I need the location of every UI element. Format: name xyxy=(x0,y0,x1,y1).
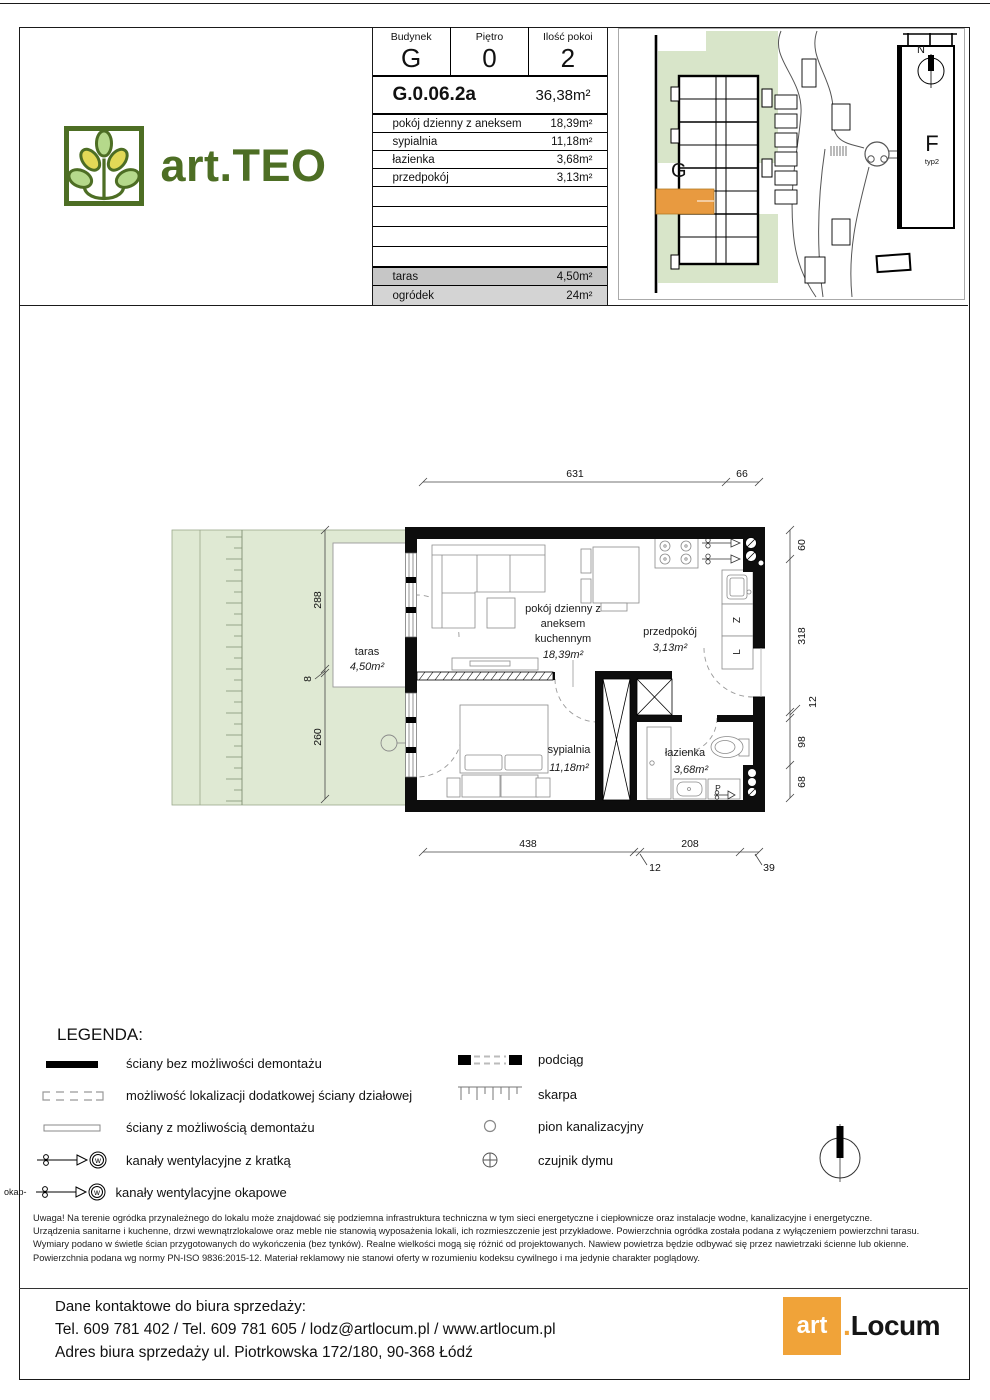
legend-label: pion kanalizacyjny xyxy=(538,1118,644,1134)
unit-spec-table xyxy=(373,27,608,305)
room-name: przedpokój xyxy=(392,171,449,184)
spec-roomcount-value: 2 xyxy=(560,43,576,73)
spec-building-label: Budynek xyxy=(390,31,432,43)
bathroom-label: łazienka xyxy=(664,747,706,759)
dim-right-2: 318 xyxy=(796,627,808,645)
vent-duct-symbols xyxy=(702,538,740,564)
solid-wall-icon xyxy=(20,1059,126,1069)
vent-w-letter: w xyxy=(95,1156,101,1165)
site-building-g-label: G xyxy=(671,160,687,182)
tv-sideboard xyxy=(452,658,538,670)
dim-bottom-1: 438 xyxy=(519,838,537,850)
vent-grille-icon xyxy=(20,1150,126,1170)
brand-name: art.TEO xyxy=(160,140,327,191)
unit-total-area: 36,38m² xyxy=(535,86,591,104)
dim-right-5: 68 xyxy=(796,776,808,788)
spec-roomcount-label: Ilość pokoi xyxy=(543,31,593,43)
spec-header-row xyxy=(373,27,607,77)
spec-room-row xyxy=(373,169,607,187)
dim-right-3: 12 xyxy=(807,696,819,708)
legend-label: ściany bez możliwości demontażu xyxy=(126,1056,322,1071)
living-label-2: aneksem xyxy=(540,618,586,630)
spec-building-value: G xyxy=(401,43,422,73)
bathroom-door-leaf xyxy=(647,727,671,799)
spec-empty-row xyxy=(373,207,607,227)
spec-roomcount xyxy=(529,27,606,75)
bathroom-area: 3,68m² xyxy=(673,764,709,776)
hall-wardrobe xyxy=(637,679,672,715)
terrace xyxy=(333,543,407,687)
removable-wall-icon xyxy=(20,1123,126,1133)
contact-block xyxy=(55,1295,556,1364)
spec-floor xyxy=(451,27,529,75)
bedroom-label: sypialnia xyxy=(547,744,591,756)
site-plan xyxy=(618,28,965,300)
legend-label: podciąg xyxy=(538,1052,584,1067)
legend-label: kanały wentylacyjne okapowe xyxy=(115,1184,287,1200)
room-area: 18,39m² xyxy=(550,117,593,130)
terrace-area: 4,50m² xyxy=(556,270,593,283)
legend-row-smoke-detector xyxy=(442,1150,613,1170)
living-area: 18,39m² xyxy=(542,649,584,661)
spec-floor-label: Piętro xyxy=(475,31,504,43)
dining-set xyxy=(581,547,639,611)
garden-name: ogródek xyxy=(392,289,435,302)
disclaimer xyxy=(33,1212,941,1265)
kitchen-stove xyxy=(655,538,698,568)
living-label-3: kuchennym xyxy=(534,633,592,645)
toilet xyxy=(711,737,749,758)
legend-label: ściany z możliwością demontażu xyxy=(126,1120,315,1135)
bedroom-area: 11,18m² xyxy=(549,762,589,774)
spec-empty-row xyxy=(373,247,607,267)
artteo-logo-icon xyxy=(64,126,144,206)
slope-icon xyxy=(442,1086,538,1102)
dim-right-1: 60 xyxy=(796,539,808,551)
artlocum-logo-square: art xyxy=(783,1297,841,1355)
room-area: 11,18m² xyxy=(551,135,593,148)
bathroom-vent-block xyxy=(743,765,765,800)
living-label-1: pokój dzienny z xyxy=(525,603,601,615)
legend-row-slope xyxy=(442,1086,577,1102)
contact-heading: Dane kontaktowe do biura sprzedaży: xyxy=(55,1298,306,1315)
spec-empty-row xyxy=(373,187,607,207)
footer-divider xyxy=(19,1288,968,1289)
site-building-f-label: F xyxy=(925,131,939,156)
terrace-label: taras xyxy=(354,646,380,658)
smoke-detector-icon xyxy=(442,1150,538,1170)
terrace-area-label: 4,50m² xyxy=(349,661,385,673)
legend-row-removable-wall xyxy=(20,1120,315,1135)
spec-room-row xyxy=(373,133,607,151)
washing-machine xyxy=(708,779,740,799)
north-label: N xyxy=(917,44,925,56)
top-rule xyxy=(0,3,990,4)
artlocum-logo-dot: . xyxy=(843,1310,851,1341)
site-building-f-sub: typ2 xyxy=(924,157,940,166)
legend-row-vent-grille xyxy=(20,1150,291,1170)
legend-row-solid-wall xyxy=(20,1056,322,1071)
spec-building xyxy=(373,27,451,75)
spec-unit-row xyxy=(373,77,607,115)
contact-phones: Tel. 609 781 402 / Tel. 609 781 605 / lodz@artlocum.pl / www.artlocum.pl xyxy=(55,1321,556,1338)
room-area: 3,13m² xyxy=(556,171,593,184)
dim-left-1: 288 xyxy=(312,591,324,609)
artlocum-logo-text: Locum xyxy=(850,1310,941,1341)
sewage-stack-icon xyxy=(442,1118,538,1134)
vent-hood-icon xyxy=(28,1182,116,1202)
dim-bottom-2: 12 xyxy=(649,862,661,874)
dim-top-1: 631 xyxy=(566,468,584,480)
washbasin xyxy=(673,779,706,799)
okap-prefix: okap- xyxy=(4,1187,27,1197)
kitchen-vent-block xyxy=(743,532,765,572)
wardrobe xyxy=(603,679,630,800)
garden-area: 24m² xyxy=(566,289,593,302)
dim-left-2: 8 xyxy=(302,676,314,682)
legend-row-optional-partition xyxy=(20,1088,412,1103)
unit-id: G.0.06.2a xyxy=(392,84,476,105)
kitchen-sink xyxy=(722,570,753,604)
disclaimer-paragraph-2: Urządzenia sanitarne i kuchenne, drzwi wewnątrzlokalowe oraz meble nie stanowią wyposażenia lokali, ich rozmieszczenie jest przykładowe. Powierzchnia ogródka została podana z wyłączeniem powierzchni tarasu. Wymiary podano w świetle ścian przygotowanych do wykończenia (bez tynków). Realne wielkości mogą się różnić od projektowanych. Nawiew powietrza będzie odbywać się przez nawietrzaki ścienne lub okienne. Powierzchnia podana wg normy PN-ISO 9836:2015-12. Materiał reklamowy nie stanowi oferty w rozumieniu kodeksu cywilnego i ma jedynie charakter poglądowy. xyxy=(33,1226,920,1263)
spec-room-row xyxy=(373,151,607,169)
legend-label: kanały wentylacyjne z kratką xyxy=(126,1152,291,1168)
hall-label: przedpokój xyxy=(643,626,697,638)
legend-row-sewage-stack xyxy=(442,1118,644,1134)
legend-label: możliwość lokalizacji dodatkowej ściany działowej xyxy=(126,1088,413,1103)
site-building-f xyxy=(898,33,957,228)
dim-top-2: 66 xyxy=(736,468,748,480)
artlocum-logo xyxy=(783,1297,940,1355)
washer-letter: P xyxy=(715,783,721,793)
disclaimer-paragraph-1: Uwaga! Na terenie ogródka przynależnego do lokalu może znajdować się podziemna infrastruktura techniczna w tym sieci energetyczne i ciepłownicze oraz instalacje wodne, kanalizacyjne i energetyczne. xyxy=(33,1213,873,1223)
spec-room-row xyxy=(373,115,607,133)
room-name: pokój dzienny z aneksem xyxy=(392,117,522,130)
terrace-name: taras xyxy=(392,270,419,283)
furniture xyxy=(432,538,753,799)
compass-rose xyxy=(812,1122,868,1186)
brand-logo xyxy=(19,27,373,305)
site-plan-map xyxy=(619,29,964,299)
optional-partition-icon xyxy=(20,1091,126,1101)
legend-label: skarpa xyxy=(538,1086,578,1102)
dim-left-3: 260 xyxy=(312,728,324,746)
room-name: sypialnia xyxy=(392,135,438,148)
spec-terrace-row xyxy=(373,267,607,286)
spec-empty-row xyxy=(373,227,607,247)
demountable-wall xyxy=(417,672,553,680)
dim-bottom-3: 208 xyxy=(681,838,699,850)
entry-door-opening xyxy=(753,648,765,697)
room-area: 3,68m² xyxy=(556,153,593,166)
bed xyxy=(447,705,550,797)
spec-floor-value: 0 xyxy=(482,43,497,73)
dim-bottom-4: 39 xyxy=(763,862,775,874)
dim-right-4: 98 xyxy=(796,736,808,748)
spec-garden-row xyxy=(373,286,607,305)
fridge-letter: L xyxy=(732,649,743,655)
legend-row-vent-hood xyxy=(4,1182,287,1202)
hall-area: 3,13m² xyxy=(652,642,688,654)
coffee-table xyxy=(487,598,515,628)
vent-w-letter: w xyxy=(93,1188,100,1197)
room-name: łazienka xyxy=(392,153,435,166)
dishwasher-letter: Z xyxy=(732,616,743,624)
contact-address: Adres biura sprzedaży ul. Piotrkowska 172/180, 90-368 Łódź xyxy=(55,1344,473,1361)
beam-icon xyxy=(442,1055,538,1065)
legend-row-beam xyxy=(442,1052,584,1067)
floor-plan xyxy=(165,455,825,885)
legend-title: LEGENDA: xyxy=(57,1025,143,1044)
legend-label: czujnik dymu xyxy=(538,1152,614,1168)
